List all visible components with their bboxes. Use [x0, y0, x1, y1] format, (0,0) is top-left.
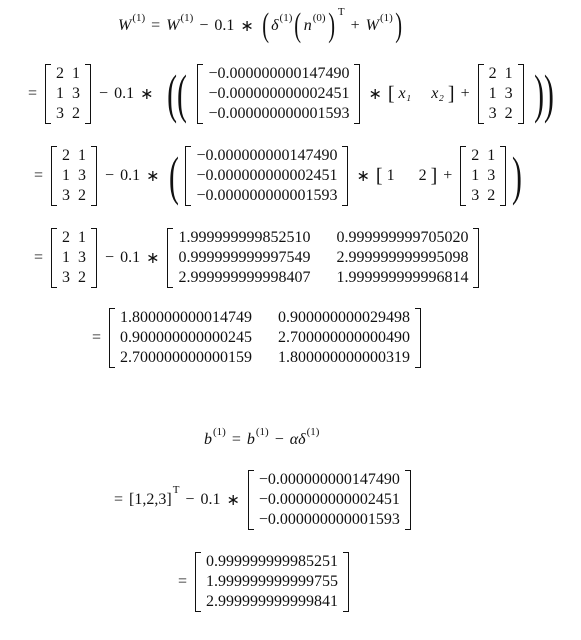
result-w1: = 1.800000000014749 0.900000000029498 0.900000000000245 2.700000000000490 2.700000000000159 1.800000000000319	[86, 306, 423, 370]
result-b1: = 0.999999999985251 1.999999999999755 2.999999999999841	[172, 550, 351, 614]
product-matrix: 1.999999999852510 0.999999999705020 0.999999999997549 2.999999999995098 2.999999999998407 1.999999999996814	[165, 228, 481, 288]
w0-matrix-4: 2 1 1 3 3 2	[458, 146, 508, 206]
w0-matrix-2: 2 1 1 3 3 2	[476, 64, 526, 124]
b1-vector: 0.999999999985251 1.999999999999755 2.999999999999841	[193, 552, 351, 612]
product-line: = 2 1 1 3 3 2 − 0.1 ∗ 1.999999999852510 0.999999999705020 0.999999999997549 2.999999999995098 2.999999999998407 1.999999999996814	[28, 226, 481, 290]
bias-substitution: = [1,2,3] T − 0.1 ∗ −0.000000000147490 −0.000000000002451 −0.000000000001593	[108, 468, 413, 532]
substitution-line-1: = 2 1 1 3 3 2 − 0.1 ∗ (( −0.000000000147490 −0.000000000002451 −0.000000000001593 ∗ [ x₁ x₂ ] + 2 1 1 3 3 2 ))	[28, 64, 554, 124]
bias-update-formula: b (1) = b (1) − α δ (1)	[204, 426, 320, 448]
w1-matrix: 1.800000000014749 0.900000000029498 0.900000000000245 2.700000000000490 2.700000000000159 1.800000000000319	[107, 308, 423, 368]
delta-vector-3: −0.000000000147490 −0.000000000002451 −0.000000000001593	[246, 470, 413, 530]
w0-matrix-3: 2 1 1 3 3 2	[49, 146, 99, 206]
substitution-line-2: = 2 1 1 3 3 2 − 0.1 ∗ ( −0.000000000147490 −0.000000000002451 −0.000000000001593 ∗ [ 1 2 ] + 2 1 1 3 3 2 )	[34, 146, 523, 206]
delta-vector-2: −0.000000000147490 −0.000000000002451 −0.000000000001593	[183, 146, 350, 206]
delta-vector: −0.000000000147490 −0.000000000002451 −0.000000000001593	[195, 64, 362, 124]
weight-update-formula: W (1) = W (1) − 0.1 ∗ ( δ (1) ( n (0) ) T + W (1) )	[118, 6, 402, 44]
w0-matrix-5: 2 1 1 3 3 2	[49, 228, 99, 288]
w0-matrix: 2 1 1 3 3 2	[43, 64, 93, 124]
